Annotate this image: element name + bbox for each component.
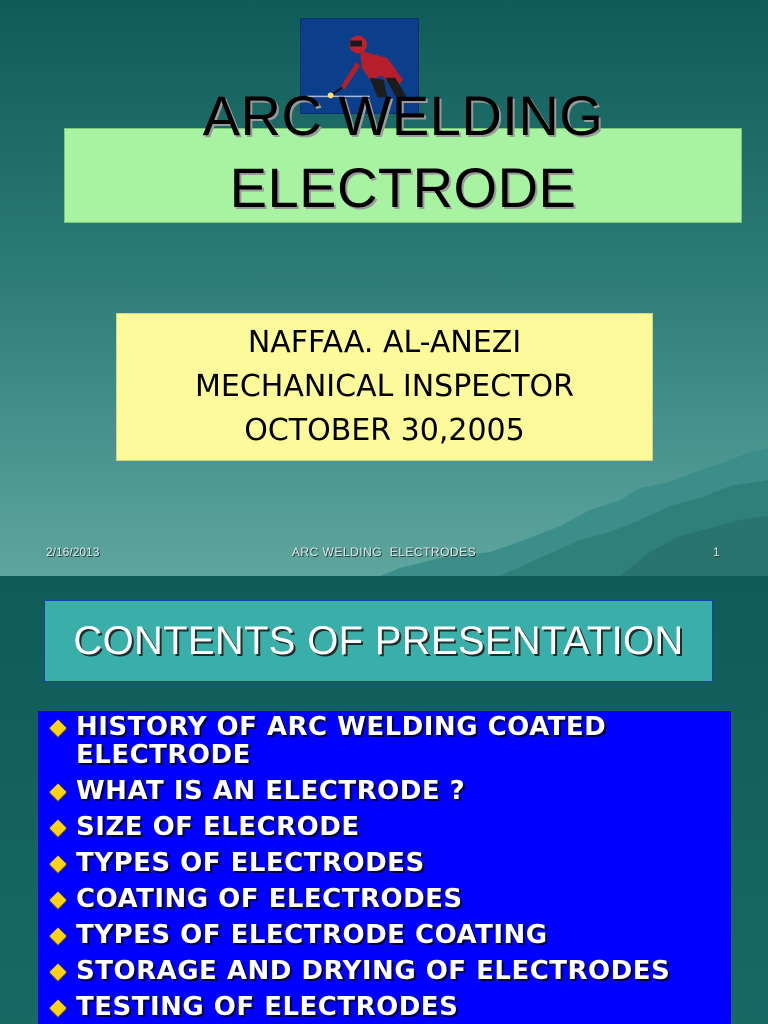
diamond-bullet-icon	[50, 856, 67, 873]
contents-title-box	[44, 600, 713, 682]
contents-list	[38, 711, 731, 1024]
list-item	[46, 711, 731, 769]
footer-title: ARC WELDING ELECTRODES	[291, 545, 477, 559]
diamond-bullet-icon	[50, 964, 67, 981]
list-item	[46, 813, 731, 841]
author-box	[116, 313, 653, 461]
author-date: OCTOBER 30,2005	[244, 413, 525, 448]
slide-title	[64, 80, 742, 224]
diamond-bullet-icon	[50, 720, 67, 737]
list-item	[46, 957, 731, 985]
title-line-2: ELECTRODE	[229, 156, 577, 219]
slide-2	[0, 576, 768, 1024]
list-item-label: HISTORY OF ARC WELDING COATED ELECTRODE	[76, 712, 607, 770]
list-item	[46, 921, 731, 949]
list-item-label: TESTING OF ELECTRODES	[76, 992, 459, 1022]
contents-title: CONTENTS OF PRESENTATION	[73, 618, 684, 663]
footer-date: 2/16/2013	[46, 545, 100, 559]
list-item	[46, 777, 731, 805]
list-item	[46, 993, 731, 1021]
diamond-bullet-icon	[50, 928, 67, 945]
diamond-bullet-icon	[50, 784, 67, 801]
diamond-bullet-icon	[50, 1000, 67, 1017]
footer-page-number: 1	[713, 545, 720, 559]
list-item-label: TYPES OF ELECTRODE COATING	[76, 920, 548, 950]
list-item	[46, 849, 731, 877]
list-item-label: STORAGE AND DRYING OF ELECTRODES	[76, 956, 671, 986]
title-line-1: ARC WELDING	[202, 84, 604, 147]
list-item-label: WHAT IS AN ELECTRODE ?	[76, 776, 466, 806]
list-item-label: SIZE OF ELECRODE	[76, 812, 360, 842]
diamond-bullet-icon	[50, 892, 67, 909]
list-item-label: TYPES OF ELECTRODES	[76, 848, 425, 878]
author-role: MECHANICAL INSPECTOR	[195, 369, 574, 404]
diamond-bullet-icon	[50, 820, 67, 837]
list-item-label: COATING OF ELECTRODES	[76, 884, 463, 914]
author-name: NAFFAA. AL-ANEZI	[247, 325, 522, 360]
list-item	[46, 885, 731, 913]
